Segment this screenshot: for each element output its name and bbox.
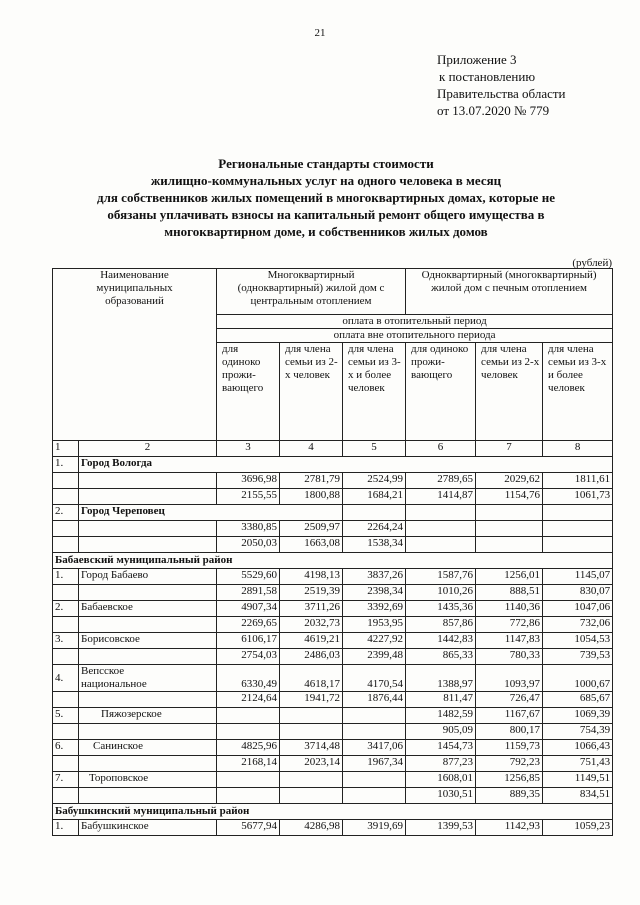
settlement-name: Вепсское национальное	[79, 665, 217, 692]
settlement-name: Санинское	[79, 740, 217, 756]
value-cell: 751,43	[543, 756, 613, 772]
city-heading: Город Череповец	[79, 505, 343, 521]
value-cell: 2509,97	[280, 521, 343, 537]
value-cell: 1000,67	[543, 665, 613, 692]
row-index: 4.	[53, 665, 79, 692]
value-cell: 2789,65	[406, 473, 476, 489]
col-number: 6	[406, 441, 476, 457]
appendix-line: Правительства области	[437, 86, 566, 101]
value-cell: 1147,83	[476, 633, 543, 649]
value-cell: 754,39	[543, 724, 613, 740]
value-cell: 1142,93	[476, 820, 543, 836]
appendix-line: к постановлению	[439, 69, 536, 84]
title-line: для собственников жилых помещений в многоквартирных домах, которые не	[97, 190, 555, 205]
value-cell: 1684,21	[343, 489, 406, 505]
value-cell: 1069,39	[543, 708, 613, 724]
value-cell: 3919,69	[343, 820, 406, 836]
row-index: 2.	[53, 601, 79, 617]
value-cell: 2519,39	[280, 585, 343, 601]
value-cell: 2524,99	[343, 473, 406, 489]
value-cell: 1047,06	[543, 601, 613, 617]
value-cell: 1435,36	[406, 601, 476, 617]
settlement-name: Пяжозерское	[79, 708, 217, 724]
title-line: жилищно-коммунальных услуг на одного человека в месяц	[150, 173, 502, 188]
settlement-name: Бабаевское	[79, 601, 217, 617]
value-cell: 4619,21	[280, 633, 343, 649]
value-cell: 1442,83	[406, 633, 476, 649]
header-sub-single: для одиноко прожи-вающего	[217, 343, 280, 441]
value-cell: 1030,51	[406, 788, 476, 804]
page-number: 21	[314, 27, 326, 39]
row-index: 7.	[53, 772, 79, 788]
row-index: 1.	[53, 457, 79, 473]
header-group-central: Многоквартирный (одноквартирный) жилой дом с центральным отоплением	[217, 269, 406, 315]
value-cell: 4907,34	[217, 601, 280, 617]
value-cell: 3696,98	[217, 473, 280, 489]
value-cell: 2754,03	[217, 649, 280, 665]
value-cell: 1140,36	[476, 601, 543, 617]
settlement-name: Город Бабаево	[79, 569, 217, 585]
value-cell: 4286,98	[280, 820, 343, 836]
value-cell: 3711,26	[280, 601, 343, 617]
value-cell: 2264,24	[343, 521, 406, 537]
value-cell: 2023,14	[280, 756, 343, 772]
value-cell: 2891,58	[217, 585, 280, 601]
col-number: 5	[343, 441, 406, 457]
appendix-line: Приложение 3	[437, 52, 517, 67]
row-index: 3.	[53, 633, 79, 649]
value-cell: 1941,72	[280, 692, 343, 708]
header-period-heating: оплата в отопительный период	[217, 315, 613, 329]
value-cell: 2781,79	[280, 473, 343, 489]
header-sub-three: для члена семьи из 3-х и более человек	[543, 343, 613, 441]
appendix-line: от 13.07.2020 № 779	[437, 103, 550, 118]
value-cell: 1054,53	[543, 633, 613, 649]
col-number: 4	[280, 441, 343, 457]
value-cell: 6106,17	[217, 633, 280, 649]
col-number: 3	[217, 441, 280, 457]
value-cell: 865,33	[406, 649, 476, 665]
value-cell: 1414,87	[406, 489, 476, 505]
col-number: 2	[79, 441, 217, 457]
value-cell: 2168,14	[217, 756, 280, 772]
value-cell: 1538,34	[343, 537, 406, 553]
value-cell: 3392,69	[343, 601, 406, 617]
value-cell: 1876,44	[343, 692, 406, 708]
value-cell: 3380,85	[217, 521, 280, 537]
value-cell: 834,51	[543, 788, 613, 804]
settlement-name: Тороповское	[79, 772, 217, 788]
row-index: 1.	[53, 569, 79, 585]
value-cell: 905,09	[406, 724, 476, 740]
header-sub-three: для члена семьи из 3-х и более человек	[343, 343, 406, 441]
value-cell: 4227,92	[343, 633, 406, 649]
value-cell: 4825,96	[217, 740, 280, 756]
value-cell: 5529,60	[217, 569, 280, 585]
document-title	[40, 155, 612, 240]
value-cell: 4198,13	[280, 569, 343, 585]
value-cell: 1953,95	[343, 617, 406, 633]
row-index: 6.	[53, 740, 79, 756]
value-cell: 4618,17	[280, 665, 343, 692]
header-group-stove: Одноквартирный (многоквартирный) жилой дом с печным отоплением	[406, 269, 613, 315]
value-cell: 2032,73	[280, 617, 343, 633]
value-cell: 2398,34	[343, 585, 406, 601]
value-cell: 772,86	[476, 617, 543, 633]
value-cell: 1800,88	[280, 489, 343, 505]
value-cell: 5677,94	[217, 820, 280, 836]
value-cell: 1061,73	[543, 489, 613, 505]
value-cell: 1388,97	[406, 665, 476, 692]
value-cell: 726,47	[476, 692, 543, 708]
value-cell: 1256,01	[476, 569, 543, 585]
value-cell: 830,07	[543, 585, 613, 601]
value-cell: 1167,67	[476, 708, 543, 724]
value-cell: 888,51	[476, 585, 543, 601]
value-cell: 2124,64	[217, 692, 280, 708]
value-cell: 1399,53	[406, 820, 476, 836]
value-cell: 1059,23	[543, 820, 613, 836]
value-cell: 1149,51	[543, 772, 613, 788]
value-cell: 889,35	[476, 788, 543, 804]
value-cell: 1587,76	[406, 569, 476, 585]
header-name-column: Наименование муниципальных образований	[53, 269, 217, 441]
row-index: 1.	[53, 820, 79, 836]
value-cell: 2486,03	[280, 649, 343, 665]
value-cell: 811,47	[406, 692, 476, 708]
value-cell: 3714,48	[280, 740, 343, 756]
value-cell: 1967,34	[343, 756, 406, 772]
value-cell: 4170,54	[343, 665, 406, 692]
value-cell: 2029,62	[476, 473, 543, 489]
value-cell: 1066,43	[543, 740, 613, 756]
value-cell: 792,23	[476, 756, 543, 772]
settlement-name: Бабушкинское	[79, 820, 217, 836]
value-cell: 2050,03	[217, 537, 280, 553]
value-cell: 1608,01	[406, 772, 476, 788]
value-cell: 2399,48	[343, 649, 406, 665]
row-index: 2.	[53, 505, 79, 521]
value-cell: 780,33	[476, 649, 543, 665]
value-cell: 3837,26	[343, 569, 406, 585]
title-line: Региональные стандарты стоимости	[218, 156, 434, 171]
value-cell: 800,17	[476, 724, 543, 740]
title-line: обязаны уплачивать взносы на капитальный ремонт общего имущества в	[107, 207, 545, 222]
value-cell: 1159,73	[476, 740, 543, 756]
value-cell: 1482,59	[406, 708, 476, 724]
value-cell: 2155,55	[217, 489, 280, 505]
header-period-nonheating: оплата вне отопительного периода	[217, 329, 613, 343]
value-cell: 685,67	[543, 692, 613, 708]
header-sub-two: для члена семьи из 2-х человек	[476, 343, 543, 441]
value-cell: 1093,97	[476, 665, 543, 692]
row-index: 5.	[53, 708, 79, 724]
value-cell: 739,53	[543, 649, 613, 665]
section-heading: Бабушкинский муниципальный район	[53, 804, 613, 820]
city-heading: Город Вологда	[79, 457, 613, 473]
standards-table	[52, 268, 613, 836]
value-cell: 1454,73	[406, 740, 476, 756]
value-cell: 1145,07	[543, 569, 613, 585]
value-cell: 1154,76	[476, 489, 543, 505]
value-cell: 1663,08	[280, 537, 343, 553]
value-cell: 1010,26	[406, 585, 476, 601]
title-line: многоквартирном доме, и собственников жилых домов	[164, 224, 488, 239]
value-cell: 3417,06	[343, 740, 406, 756]
header-sub-single: для одиноко прожи-вающего	[406, 343, 476, 441]
value-cell: 1256,85	[476, 772, 543, 788]
unit-label: (рублей)	[572, 257, 612, 269]
value-cell: 2269,65	[217, 617, 280, 633]
settlement-name: Борисовское	[79, 633, 217, 649]
value-cell: 877,23	[406, 756, 476, 772]
header-sub-two: для члена семьи из 2-х человек	[280, 343, 343, 441]
value-cell: 1811,61	[543, 473, 613, 489]
col-number: 8	[543, 441, 613, 457]
value-cell: 857,86	[406, 617, 476, 633]
col-number: 1	[53, 441, 79, 457]
value-cell: 732,06	[543, 617, 613, 633]
section-heading: Бабаевский муниципальный район	[53, 553, 613, 569]
col-number: 7	[476, 441, 543, 457]
value-cell: 6330,49	[217, 665, 280, 692]
appendix-block	[437, 51, 566, 119]
